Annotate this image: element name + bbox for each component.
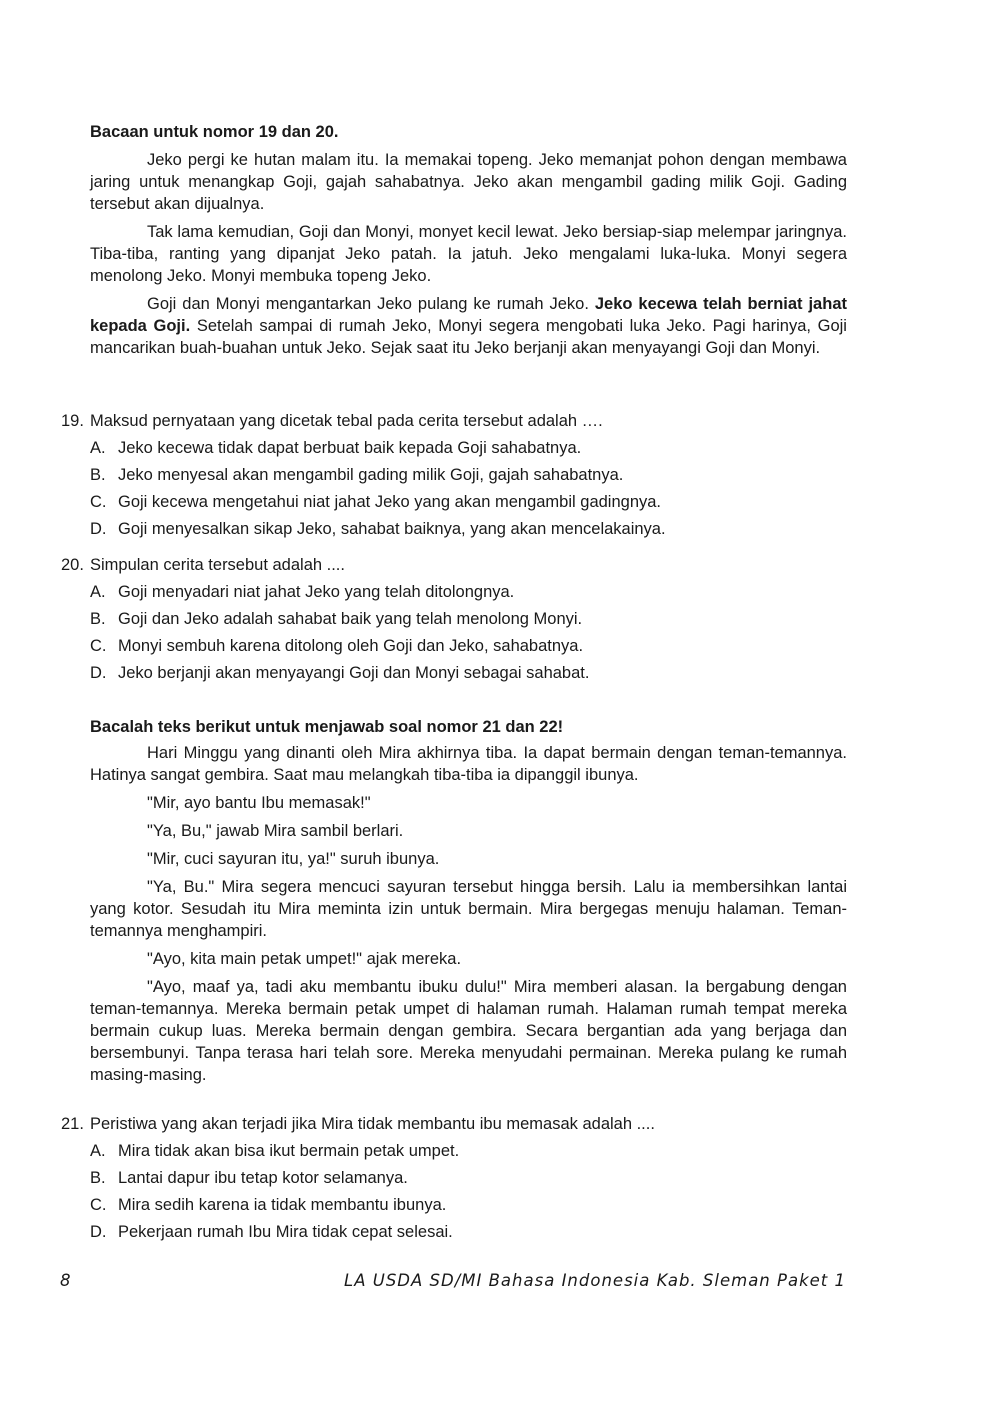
- question-number: 21.: [61, 1115, 84, 1133]
- dialogue-line: "Ayo, kita main petak umpet!" ajak mereka.: [147, 950, 462, 968]
- option-text: Mira tidak akan bisa ikut bermain petak umpet.: [118, 1142, 460, 1160]
- option-d[interactable]: [90, 518, 851, 540]
- option-letter: C.: [90, 637, 107, 655]
- options-list: [90, 437, 851, 540]
- option-a[interactable]: [90, 581, 851, 603]
- option-letter: D.: [90, 1223, 107, 1241]
- question-number: 20.: [61, 556, 84, 574]
- question-text: Maksud pernyataan yang dicetak tebal pada cerita tersebut adalah ….: [90, 412, 603, 430]
- option-text: Mira sedih karena ia tidak membantu ibunya.: [118, 1196, 447, 1214]
- passage-1-paragraph-3: [90, 293, 847, 359]
- option-text: Goji dan Jeko adalah sahabat baik yang telah menolong Monyi.: [118, 610, 583, 628]
- option-letter: B.: [90, 1169, 106, 1187]
- option-text: Goji menyesalkan sikap Jeko, sahabat baiknya, yang akan mencelakainya.: [118, 520, 666, 538]
- option-letter: A.: [90, 1142, 106, 1160]
- option-d[interactable]: [90, 1221, 851, 1243]
- option-letter: B.: [90, 610, 106, 628]
- option-letter: C.: [90, 493, 107, 511]
- option-c[interactable]: [90, 491, 851, 513]
- option-letter: D.: [90, 664, 107, 682]
- option-letter: B.: [90, 466, 106, 484]
- passage-1-p3-end: Setelah sampai di rumah Jeko, Monyi segera mengobati luka Jeko. Pagi harinya, Goji mancarikan buah-buahan untuk Jeko. Sejak saat itu Jeko berjanji akan menyayangi Goji dan Monyi.: [90, 317, 847, 357]
- option-a[interactable]: [90, 1140, 851, 1162]
- option-c[interactable]: [90, 635, 851, 657]
- dialogue-line: "Mir, cuci sayuran itu, ya!" suruh ibunya.: [147, 850, 440, 868]
- question-number: 19.: [61, 412, 84, 430]
- page-number: 8: [60, 1271, 72, 1290]
- passage-1-paragraph: Tak lama kemudian, Goji dan Monyi, monyet kecil lewat. Jeko bersiap-siap melempar jaringnya. Tiba-tiba, ranting yang dipanjat Jeko patah. Ia jatuh. Jeko mengalami luka-luka. Monyi segera menolong Jeko. Monyi membuka topeng Jeko.: [90, 223, 847, 285]
- question-text: Simpulan cerita tersebut adalah ....: [90, 556, 345, 574]
- question-21: [61, 1113, 851, 1248]
- option-text: Jeko berjanji akan menyayangi Goji dan Monyi sebagai sahabat.: [118, 664, 590, 682]
- footer-title: LA USDA SD/MI Bahasa Indonesia Kab. Sleman Paket 1: [344, 1271, 846, 1290]
- passage-1: [90, 121, 847, 365]
- option-b[interactable]: [90, 1167, 851, 1189]
- question-text: Peristiwa yang akan terjadi jika Mira tidak membantu ibu memasak adalah ....: [90, 1115, 655, 1133]
- option-letter: A.: [90, 439, 106, 457]
- option-c[interactable]: [90, 1194, 851, 1216]
- passage-1-p3-start: Goji dan Monyi mengantarkan Jeko pulang ke rumah Jeko.: [147, 295, 589, 313]
- options-list: [90, 581, 851, 684]
- option-text: Goji menyadari niat jahat Jeko yang telah ditolongnya.: [118, 583, 515, 601]
- option-b[interactable]: [90, 464, 851, 486]
- passage-1-paragraph: Jeko pergi ke hutan malam itu. Ia memakai topeng. Jeko memanjat pohon dengan membawa jaring untuk menangkap Goji, gajah sahabatnya. Jeko akan mengambil gading milik Goji. Gading tersebut akan dijualnya.: [90, 151, 847, 213]
- option-text: Pekerjaan rumah Ibu Mira tidak cepat selesai.: [118, 1223, 453, 1241]
- passage-2: [90, 716, 847, 1092]
- passage-1-heading: Bacaan untuk nomor 19 dan 20.: [90, 123, 339, 141]
- bold-statement: Jeko kecewa telah berniat jahat kepada Goji.: [90, 295, 847, 335]
- option-text: Lantai dapur ibu tetap kotor selamanya.: [118, 1169, 408, 1187]
- option-letter: A.: [90, 583, 106, 601]
- options-list: [90, 1140, 851, 1243]
- dialogue-line: "Mir, ayo bantu Ibu memasak!": [147, 794, 371, 812]
- question-20: [61, 554, 851, 689]
- option-b[interactable]: [90, 608, 851, 630]
- passage-2-paragraph: Hari Minggu yang dinanti oleh Mira akhirnya tiba. Ia dapat bermain dengan teman-temannya. Hatinya sangat gembira. Saat mau melangkah tiba-tiba ia dipanggil ibunya.: [90, 744, 847, 784]
- option-text: Goji kecewa mengetahui niat jahat Jeko yang akan mengambil gadingnya.: [118, 493, 662, 511]
- option-letter: D.: [90, 520, 107, 538]
- question-19: [61, 410, 851, 545]
- passage-2-paragraph: "Ya, Bu." Mira segera mencuci sayuran tersebut hingga bersih. Lalu ia membersihkan lantai yang kotor. Sesudah itu Mira meminta izin untuk bermain. Mira bergegas menuju halaman. Teman-temannya menghampiri.: [90, 878, 847, 940]
- option-letter: C.: [90, 1196, 107, 1214]
- option-d[interactable]: [90, 662, 851, 684]
- passage-2-paragraph: "Ayo, maaf ya, tadi aku membantu ibuku dulu!" Mira memberi alasan. Ia bergabung dengan teman-temannya. Mereka bermain petak umpet di halaman rumah. Halaman rumah tempat mereka bermain cukup luas. Mereka bermain dengan gembira. Secara bergantian ada yang berjaga dan bersembunyi. Tanpa terasa hari telah sore. Mereka menyudahi permainan. Mereka pulang ke rumah masing-masing.: [90, 978, 847, 1084]
- option-a[interactable]: [90, 437, 851, 459]
- dialogue-line: "Ya, Bu," jawab Mira sambil berlari.: [147, 822, 404, 840]
- option-text: Monyi sembuh karena ditolong oleh Goji dan Jeko, sahabatnya.: [118, 637, 584, 655]
- option-text: Jeko menyesal akan mengambil gading milik Goji, gajah sahabatnya.: [118, 466, 624, 484]
- passage-2-heading: Bacalah teks berikut untuk menjawab soal nomor 21 dan 22!: [90, 718, 564, 736]
- option-text: Jeko kecewa tidak dapat berbuat baik kepada Goji sahabatnya.: [118, 439, 582, 457]
